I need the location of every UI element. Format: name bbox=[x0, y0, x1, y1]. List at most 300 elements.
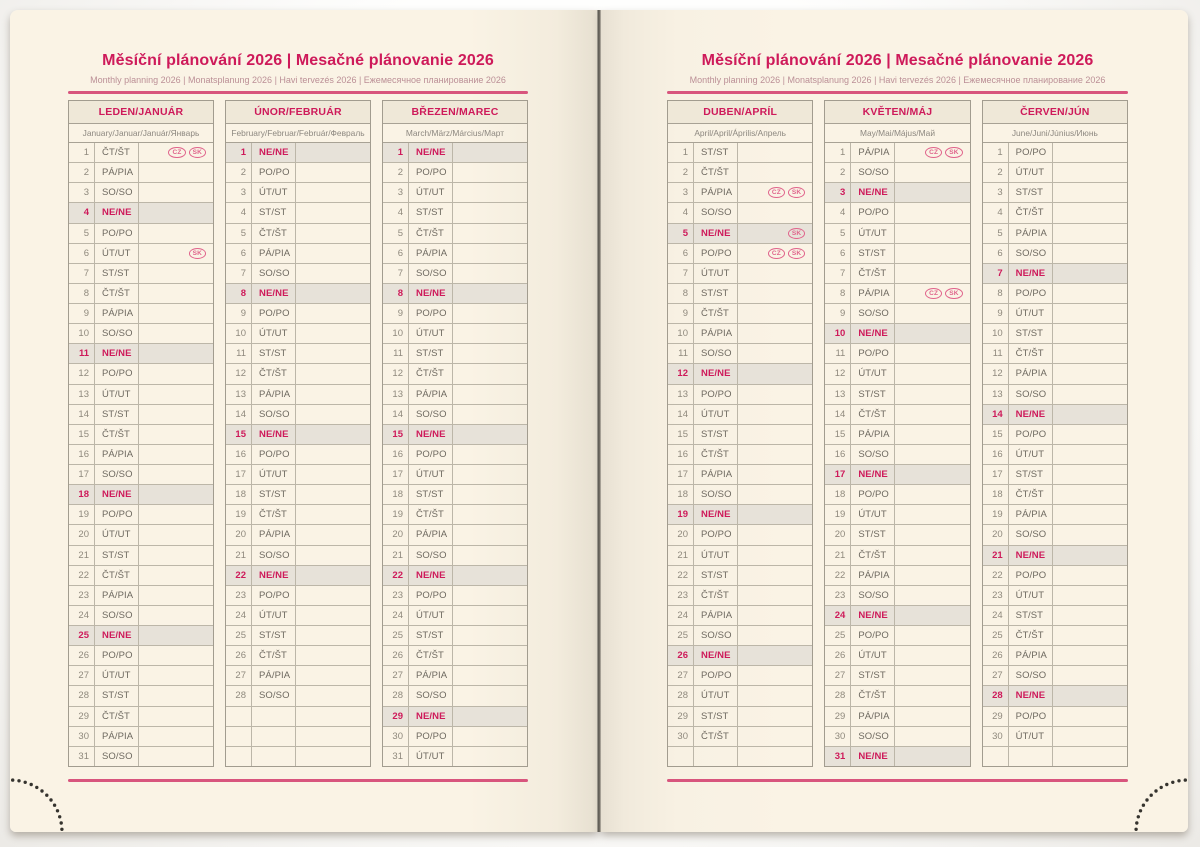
day-notes bbox=[1053, 264, 1127, 283]
day-notes bbox=[895, 707, 969, 726]
day-notes bbox=[895, 344, 969, 363]
day-number: 4 bbox=[983, 203, 1009, 222]
day-number: 26 bbox=[383, 646, 409, 665]
day-notes bbox=[895, 284, 969, 303]
day-weekday: PO/PO bbox=[851, 485, 895, 504]
day-row bbox=[825, 405, 969, 425]
day-weekday: ÚT/UT bbox=[694, 686, 738, 705]
day-notes bbox=[895, 626, 969, 645]
day-notes bbox=[139, 163, 213, 182]
day-notes bbox=[1053, 385, 1127, 404]
holiday-badge-sk: SK bbox=[189, 147, 206, 158]
day-number: 25 bbox=[383, 626, 409, 645]
holiday-badge-sk: SK bbox=[788, 228, 805, 239]
day-number: 10 bbox=[983, 324, 1009, 343]
day-row bbox=[668, 284, 812, 304]
arc-dot bbox=[1137, 815, 1140, 818]
day-number: 30 bbox=[668, 727, 694, 746]
day-number: 19 bbox=[383, 505, 409, 524]
day-notes bbox=[738, 606, 812, 625]
day-weekday: SO/SO bbox=[252, 546, 296, 565]
day-weekday: ČT/ŠT bbox=[1009, 203, 1053, 222]
day-number: 18 bbox=[226, 485, 252, 504]
day-weekday bbox=[252, 747, 296, 766]
arc-dot bbox=[56, 809, 59, 812]
day-number: 22 bbox=[825, 566, 851, 585]
day-weekday: SO/SO bbox=[409, 264, 453, 283]
day-row bbox=[69, 203, 213, 223]
day-number: 24 bbox=[825, 606, 851, 625]
day-weekday: ST/ST bbox=[409, 626, 453, 645]
day-row bbox=[69, 183, 213, 203]
day-weekday: PO/PO bbox=[851, 344, 895, 363]
day-row bbox=[983, 465, 1127, 485]
day-notes bbox=[296, 344, 370, 363]
day-row bbox=[668, 183, 812, 203]
day-row bbox=[226, 546, 370, 566]
day-number: 24 bbox=[226, 606, 252, 625]
day-notes bbox=[453, 163, 527, 182]
day-notes bbox=[738, 485, 812, 504]
day-row bbox=[983, 385, 1127, 405]
day-row bbox=[668, 224, 812, 244]
day-row bbox=[825, 344, 969, 364]
day-notes bbox=[1053, 405, 1127, 424]
day-number: 27 bbox=[983, 666, 1009, 685]
day-number: 11 bbox=[668, 344, 694, 363]
month-days bbox=[383, 143, 527, 766]
day-row bbox=[226, 143, 370, 163]
day-notes bbox=[453, 546, 527, 565]
day-number: 12 bbox=[825, 364, 851, 383]
page-left-content bbox=[68, 10, 528, 832]
day-weekday: PO/PO bbox=[1009, 143, 1053, 162]
day-number: 2 bbox=[983, 163, 1009, 182]
day-weekday: ČT/ŠT bbox=[95, 425, 139, 444]
day-row bbox=[983, 344, 1127, 364]
arc-dot bbox=[1134, 828, 1137, 831]
day-notes bbox=[296, 264, 370, 283]
day-number: 22 bbox=[668, 566, 694, 585]
holiday-badge-cz: CZ bbox=[768, 248, 785, 259]
day-weekday: PO/PO bbox=[1009, 284, 1053, 303]
page-subtitle: Monthly planning 2026 | Monatsplanung 2026 | Havi tervezés 2026 | Ежемесячное планирование 2026 bbox=[689, 75, 1106, 85]
arc-dot bbox=[45, 794, 48, 797]
day-row bbox=[983, 566, 1127, 586]
day-weekday: NE/NE bbox=[95, 626, 139, 645]
day-number: 17 bbox=[825, 465, 851, 484]
day-row bbox=[69, 707, 213, 727]
day-row bbox=[383, 485, 527, 505]
day-notes bbox=[453, 324, 527, 343]
day-weekday: ČT/ŠT bbox=[95, 566, 139, 585]
day-number: 11 bbox=[983, 344, 1009, 363]
day-weekday: ST/ST bbox=[95, 546, 139, 565]
day-notes bbox=[1053, 485, 1127, 504]
day-weekday: SO/SO bbox=[694, 626, 738, 645]
day-row bbox=[983, 505, 1127, 525]
day-number: 4 bbox=[668, 203, 694, 222]
day-number: 17 bbox=[69, 465, 95, 484]
day-notes bbox=[1053, 626, 1127, 645]
day-weekday: ČT/ŠT bbox=[851, 546, 895, 565]
day-weekday: SO/SO bbox=[409, 405, 453, 424]
day-row bbox=[983, 425, 1127, 445]
day-notes bbox=[738, 666, 812, 685]
day-weekday: ST/ST bbox=[1009, 465, 1053, 484]
day-number: 29 bbox=[668, 707, 694, 726]
day-notes bbox=[1053, 344, 1127, 363]
day-weekday: PO/PO bbox=[1009, 425, 1053, 444]
day-row bbox=[226, 203, 370, 223]
day-number bbox=[226, 707, 252, 726]
day-row bbox=[983, 606, 1127, 626]
day-number: 22 bbox=[226, 566, 252, 585]
day-number: 15 bbox=[825, 425, 851, 444]
day-row bbox=[69, 626, 213, 646]
day-notes bbox=[139, 244, 213, 263]
day-number: 7 bbox=[69, 264, 95, 283]
day-number: 4 bbox=[825, 203, 851, 222]
day-row bbox=[825, 686, 969, 706]
day-row bbox=[668, 646, 812, 666]
day-weekday: ST/ST bbox=[1009, 324, 1053, 343]
day-notes bbox=[1053, 707, 1127, 726]
day-notes bbox=[895, 747, 969, 766]
day-weekday: ČT/ŠT bbox=[694, 445, 738, 464]
day-row bbox=[825, 163, 969, 183]
day-weekday: PÁ/PIA bbox=[252, 666, 296, 685]
day-number: 28 bbox=[69, 686, 95, 705]
day-weekday: NE/NE bbox=[409, 284, 453, 303]
day-weekday: ČT/ŠT bbox=[95, 284, 139, 303]
day-weekday: PÁ/PIA bbox=[1009, 364, 1053, 383]
month-name: BŘEZEN/MAREC bbox=[383, 101, 527, 124]
day-notes bbox=[1053, 505, 1127, 524]
month-name: ÚNOR/FEBRUÁR bbox=[226, 101, 370, 124]
day-notes bbox=[296, 203, 370, 222]
day-number: 16 bbox=[69, 445, 95, 464]
day-number: 15 bbox=[983, 425, 1009, 444]
day-notes bbox=[453, 686, 527, 705]
day-weekday: ST/ST bbox=[694, 143, 738, 162]
day-row bbox=[383, 666, 527, 686]
day-number: 17 bbox=[226, 465, 252, 484]
day-number: 25 bbox=[226, 626, 252, 645]
day-weekday: PO/PO bbox=[252, 304, 296, 323]
day-row bbox=[69, 224, 213, 244]
day-notes bbox=[738, 405, 812, 424]
day-notes bbox=[738, 385, 812, 404]
day-weekday: ST/ST bbox=[252, 344, 296, 363]
day-row bbox=[383, 183, 527, 203]
day-notes bbox=[738, 747, 812, 766]
day-row bbox=[383, 747, 527, 766]
day-row bbox=[69, 666, 213, 686]
day-notes bbox=[738, 344, 812, 363]
day-number: 10 bbox=[69, 324, 95, 343]
day-notes bbox=[139, 224, 213, 243]
day-notes bbox=[1053, 727, 1127, 746]
day-weekday: ÚT/UT bbox=[409, 324, 453, 343]
day-row bbox=[825, 505, 969, 525]
day-notes bbox=[139, 465, 213, 484]
day-number: 22 bbox=[983, 566, 1009, 585]
day-weekday bbox=[252, 707, 296, 726]
day-notes bbox=[895, 525, 969, 544]
day-weekday: PÁ/PIA bbox=[95, 163, 139, 182]
day-weekday: ST/ST bbox=[252, 626, 296, 645]
day-weekday: ST/ST bbox=[694, 425, 738, 444]
day-weekday: PÁ/PIA bbox=[1009, 224, 1053, 243]
day-number: 11 bbox=[825, 344, 851, 363]
day-row bbox=[668, 626, 812, 646]
day-notes bbox=[1053, 646, 1127, 665]
day-number: 19 bbox=[226, 505, 252, 524]
empty-row bbox=[983, 747, 1127, 766]
day-weekday bbox=[694, 747, 738, 766]
day-row bbox=[226, 425, 370, 445]
day-notes bbox=[139, 546, 213, 565]
day-row bbox=[383, 445, 527, 465]
day-number: 31 bbox=[69, 747, 95, 766]
day-row bbox=[69, 304, 213, 324]
day-notes bbox=[139, 264, 213, 283]
day-weekday: PO/PO bbox=[409, 727, 453, 746]
day-row bbox=[69, 747, 213, 766]
day-row bbox=[825, 264, 969, 284]
arc-dot bbox=[1171, 781, 1174, 784]
day-weekday: PO/PO bbox=[409, 163, 453, 182]
day-row bbox=[69, 425, 213, 445]
month-days bbox=[983, 143, 1127, 766]
day-number: 18 bbox=[383, 485, 409, 504]
day-row bbox=[226, 304, 370, 324]
day-number: 15 bbox=[69, 425, 95, 444]
month-subtitle: January/Januar/Január/Январь bbox=[69, 124, 213, 143]
day-weekday: SO/SO bbox=[694, 203, 738, 222]
day-row bbox=[383, 143, 527, 163]
day-notes bbox=[895, 143, 969, 162]
day-number: 14 bbox=[825, 405, 851, 424]
day-weekday: PÁ/PIA bbox=[95, 586, 139, 605]
day-row bbox=[825, 566, 969, 586]
day-weekday: PÁ/PIA bbox=[851, 143, 895, 162]
day-weekday: ÚT/UT bbox=[95, 244, 139, 263]
day-number: 8 bbox=[668, 284, 694, 303]
day-weekday: ST/ST bbox=[851, 525, 895, 544]
day-number: 27 bbox=[226, 666, 252, 685]
day-notes bbox=[895, 606, 969, 625]
day-number: 20 bbox=[383, 525, 409, 544]
day-weekday: NE/NE bbox=[95, 344, 139, 363]
day-row bbox=[69, 445, 213, 465]
day-weekday: PO/PO bbox=[1009, 707, 1053, 726]
day-number: 17 bbox=[383, 465, 409, 484]
day-notes bbox=[738, 244, 812, 263]
day-number: 8 bbox=[383, 284, 409, 303]
day-weekday: NE/NE bbox=[95, 485, 139, 504]
arc-dot bbox=[1184, 778, 1187, 781]
day-weekday: PO/PO bbox=[409, 586, 453, 605]
day-weekday: PO/PO bbox=[252, 445, 296, 464]
day-weekday: ÚT/UT bbox=[694, 405, 738, 424]
day-number: 20 bbox=[983, 525, 1009, 544]
day-number: 14 bbox=[668, 405, 694, 424]
holiday-badge-sk: SK bbox=[788, 187, 805, 198]
day-notes bbox=[895, 183, 969, 202]
day-number: 29 bbox=[983, 707, 1009, 726]
day-row bbox=[226, 465, 370, 485]
day-weekday: NE/NE bbox=[851, 747, 895, 766]
day-row bbox=[383, 224, 527, 244]
day-weekday: ÚT/UT bbox=[851, 646, 895, 665]
day-notes bbox=[139, 606, 213, 625]
day-weekday: ÚT/UT bbox=[851, 224, 895, 243]
day-number: 21 bbox=[668, 546, 694, 565]
day-row bbox=[983, 304, 1127, 324]
arc-dot bbox=[1142, 804, 1145, 807]
day-notes bbox=[1053, 606, 1127, 625]
day-weekday: PO/PO bbox=[694, 666, 738, 685]
day-weekday: SO/SO bbox=[851, 304, 895, 323]
day-weekday: NE/NE bbox=[694, 505, 738, 524]
day-notes bbox=[139, 485, 213, 504]
day-number: 9 bbox=[668, 304, 694, 323]
day-weekday: ST/ST bbox=[409, 344, 453, 363]
day-notes bbox=[738, 686, 812, 705]
day-weekday: ÚT/UT bbox=[1009, 304, 1053, 323]
day-row bbox=[226, 445, 370, 465]
day-notes bbox=[296, 646, 370, 665]
day-row bbox=[69, 546, 213, 566]
day-weekday: ÚT/UT bbox=[252, 324, 296, 343]
day-notes bbox=[1053, 143, 1127, 162]
holiday-badge-cz: CZ bbox=[768, 187, 785, 198]
day-number: 23 bbox=[383, 586, 409, 605]
day-notes bbox=[453, 646, 527, 665]
day-weekday: PO/PO bbox=[95, 224, 139, 243]
day-notes bbox=[1053, 465, 1127, 484]
day-row bbox=[226, 606, 370, 626]
corner-dotted-arc-right bbox=[1094, 772, 1194, 842]
day-number: 2 bbox=[825, 163, 851, 182]
day-row bbox=[226, 264, 370, 284]
day-weekday: PÁ/PIA bbox=[694, 465, 738, 484]
day-notes bbox=[453, 284, 527, 303]
day-notes bbox=[1053, 364, 1127, 383]
day-number: 9 bbox=[226, 304, 252, 323]
day-row bbox=[383, 707, 527, 727]
day-notes bbox=[738, 727, 812, 746]
day-row bbox=[983, 666, 1127, 686]
months-grid-left bbox=[68, 100, 528, 767]
day-number: 19 bbox=[69, 505, 95, 524]
day-notes bbox=[296, 505, 370, 524]
day-row bbox=[383, 284, 527, 304]
day-weekday: PÁ/PIA bbox=[851, 707, 895, 726]
day-notes bbox=[1053, 304, 1127, 323]
day-row bbox=[226, 324, 370, 344]
day-number: 3 bbox=[983, 183, 1009, 202]
day-notes bbox=[296, 525, 370, 544]
day-number: 26 bbox=[825, 646, 851, 665]
day-row bbox=[825, 284, 969, 304]
day-row bbox=[825, 727, 969, 747]
holiday-badge-cz: CZ bbox=[925, 147, 942, 158]
day-number: 24 bbox=[668, 606, 694, 625]
day-weekday: ČT/ŠT bbox=[694, 163, 738, 182]
day-row bbox=[983, 284, 1127, 304]
day-weekday: ÚT/UT bbox=[409, 465, 453, 484]
day-weekday: PÁ/PIA bbox=[1009, 505, 1053, 524]
day-weekday: PÁ/PIA bbox=[95, 727, 139, 746]
day-notes bbox=[895, 203, 969, 222]
day-row bbox=[668, 364, 812, 384]
day-weekday: NE/NE bbox=[694, 224, 738, 243]
day-number: 21 bbox=[226, 546, 252, 565]
day-notes bbox=[296, 727, 370, 746]
day-notes bbox=[453, 505, 527, 524]
day-notes bbox=[1053, 163, 1127, 182]
day-notes bbox=[453, 747, 527, 766]
day-number: 11 bbox=[69, 344, 95, 363]
day-number: 25 bbox=[69, 626, 95, 645]
month-name: ČERVEN/JÚN bbox=[983, 101, 1127, 124]
month-table bbox=[68, 100, 214, 767]
day-number: 6 bbox=[825, 244, 851, 263]
day-row bbox=[825, 485, 969, 505]
day-notes bbox=[895, 163, 969, 182]
day-notes bbox=[296, 586, 370, 605]
day-notes bbox=[453, 364, 527, 383]
day-number: 16 bbox=[983, 445, 1009, 464]
day-weekday: NE/NE bbox=[694, 364, 738, 383]
month-subtitle: June/Juni/Június/Июнь bbox=[983, 124, 1127, 143]
month-days bbox=[69, 143, 213, 766]
day-notes bbox=[139, 304, 213, 323]
day-notes bbox=[1053, 747, 1127, 766]
day-number: 27 bbox=[383, 666, 409, 685]
day-notes bbox=[895, 485, 969, 504]
day-notes bbox=[453, 385, 527, 404]
day-notes bbox=[895, 646, 969, 665]
day-number: 28 bbox=[226, 686, 252, 705]
day-weekday: ST/ST bbox=[694, 707, 738, 726]
day-row bbox=[226, 344, 370, 364]
day-number: 18 bbox=[983, 485, 1009, 504]
bottom-rule bbox=[68, 779, 528, 782]
day-notes bbox=[296, 465, 370, 484]
day-weekday: ST/ST bbox=[95, 264, 139, 283]
day-notes bbox=[453, 707, 527, 726]
day-notes bbox=[738, 707, 812, 726]
day-row bbox=[668, 203, 812, 223]
day-number: 19 bbox=[983, 505, 1009, 524]
day-notes bbox=[1053, 686, 1127, 705]
day-number: 1 bbox=[983, 143, 1009, 162]
arc-dot bbox=[1135, 821, 1138, 824]
arc-dot bbox=[49, 798, 52, 801]
day-number: 6 bbox=[983, 244, 1009, 263]
day-notes bbox=[139, 445, 213, 464]
page-title: Měsíční plánování 2026 | Mesačné plánovanie 2026 bbox=[701, 52, 1094, 69]
day-row bbox=[383, 264, 527, 284]
day-number: 30 bbox=[983, 727, 1009, 746]
day-weekday: SO/SO bbox=[694, 344, 738, 363]
day-weekday: ÚT/UT bbox=[1009, 445, 1053, 464]
day-weekday: PO/PO bbox=[252, 163, 296, 182]
